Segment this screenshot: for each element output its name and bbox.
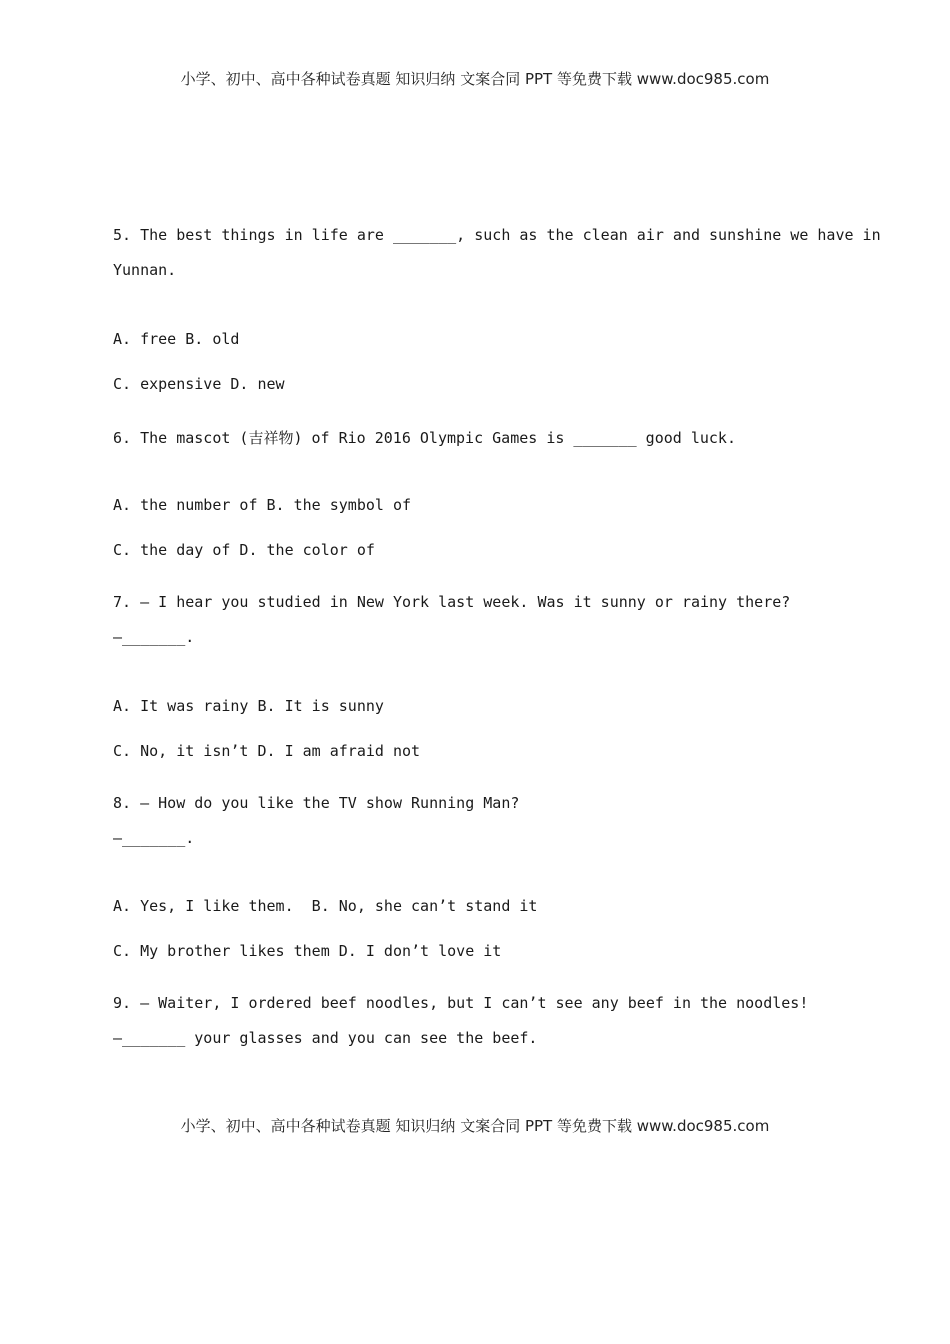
question-text-line: Yunnan. (113, 261, 177, 279)
option-line: C. No, it isn’t D. I am afraid not (113, 742, 421, 760)
option-line: C. My brother likes them D. I don’t love it (113, 942, 502, 960)
question-text-line: —_______ your glasses and you can see the beef. (113, 1029, 538, 1047)
question-text-line: 9. — Waiter, I ordered beef noodles, but I can’t see any beef in the noodles! (113, 994, 809, 1012)
question-text-line: 7. — I hear you studied in New York last week. Was it sunny or rainy there? (113, 593, 791, 611)
option-line: A. It was rainy B. It is sunny (113, 697, 384, 715)
page-footer: 小学、初中、高中各种试卷真题 知识归纳 文案合同 PPT 等免费下载 www.doc985.com (180, 1117, 770, 1135)
option-line: C. the day of D. the color of (113, 541, 375, 559)
question-text-line: 5. The best things in life are _______, such as the clean air and sunshine we have in (113, 226, 881, 244)
option-line: C. expensive D. new (113, 375, 285, 393)
option-line: A. free B. old (113, 330, 240, 348)
option-line: A. Yes, I like them. B. No, she can’t stand it (113, 897, 538, 915)
page-header: 小学、初中、高中各种试卷真题 知识归纳 文案合同 PPT 等免费下载 www.doc985.com (180, 70, 770, 88)
option-line: A. the number of B. the symbol of (113, 496, 412, 514)
question-text-line: 8. — How do you like the TV show Running Man? (113, 794, 520, 812)
question-text-line: —_______. (113, 829, 195, 847)
question-text-line: —_______. (113, 628, 195, 646)
question-text-line: 6. The mascot (吉祥物) of Rio 2016 Olympic Games is _______ good luck. (113, 429, 736, 447)
